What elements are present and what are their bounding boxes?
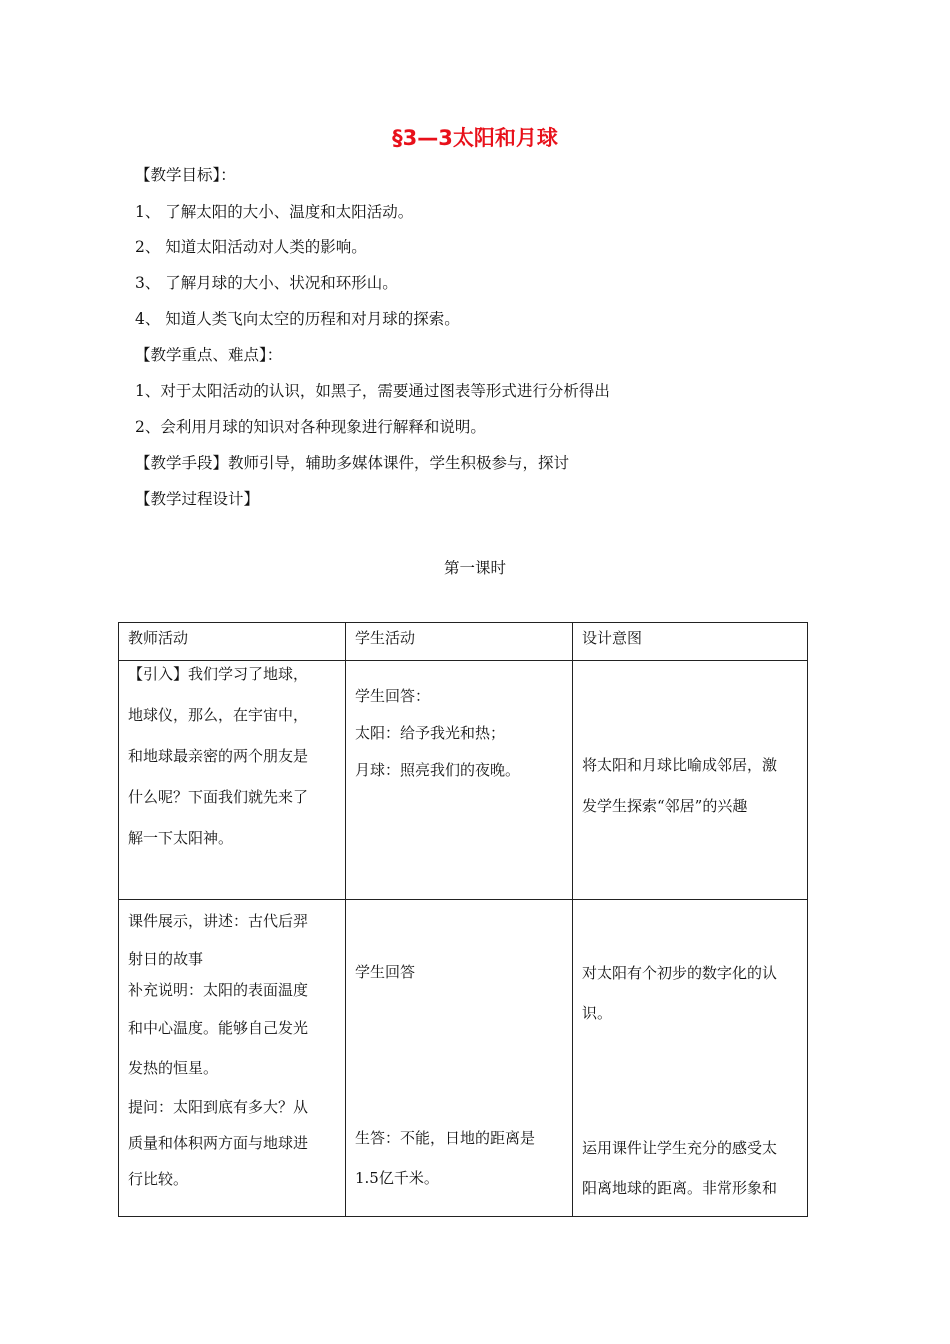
key-point-item: 1、对于太阳活动的认识，如黑子，需要通过图表等形式进行分析得出 xyxy=(135,382,610,400)
objective-item: 1、 了解太阳的大小、温度和太阳活动。 xyxy=(135,203,414,221)
key-point-item: 2、会利用月球的知识对各种现象进行解释和说明。 xyxy=(135,418,486,436)
row2-teacher-story xyxy=(128,903,308,979)
row2-student-answer: 学生回答 xyxy=(355,963,416,981)
header-intent: 设计意图 xyxy=(582,629,643,647)
objective-item: 4、 知道人类飞向太空的历程和对月球的探索。 xyxy=(135,310,460,328)
table-rule xyxy=(572,622,573,1217)
page-title: §3—3太阳和月球 xyxy=(392,126,558,150)
table-rule xyxy=(118,899,808,900)
text-line: 1.5亿千米。 xyxy=(355,1169,439,1187)
text-line: 和地球最亲密的两个朋友是 xyxy=(128,747,309,765)
text-line: 质量和体积两方面与地球进 xyxy=(128,1134,309,1152)
text-line: 课件展示，讲述：古代后羿 xyxy=(128,912,309,930)
text-line: 提问：太阳到底有多大？从 xyxy=(128,1098,309,1116)
text-line: 发学生探索“邻居”的兴趣 xyxy=(582,797,748,815)
text-line: 地球仪，那么，在宇宙中， xyxy=(128,706,309,724)
text-line: 运用课件让学生充分的感受太 xyxy=(582,1139,778,1157)
row1-teacher xyxy=(128,654,308,859)
table-rule xyxy=(118,622,119,1217)
text-line: 发热的恒星。 xyxy=(128,1059,219,1077)
text-line: 太阳：给予我光和热； xyxy=(355,724,506,742)
text-line: 行比较。 xyxy=(128,1170,189,1188)
text-line: 解一下太阳神。 xyxy=(128,829,234,847)
text-line: 识。 xyxy=(582,1004,613,1022)
text-line: 射日的故事 xyxy=(128,950,204,968)
table-rule xyxy=(118,1216,808,1217)
table-rule xyxy=(345,622,346,1217)
text-line: 什么呢？下面我们就先来了 xyxy=(128,788,309,806)
lesson-label: 第一课时 xyxy=(443,559,506,577)
row2-student-distance xyxy=(355,1118,535,1198)
text-line: 月球：照亮我们的夜晚。 xyxy=(355,761,521,779)
text-line: 对太阳有个初步的数字化的认 xyxy=(582,964,778,982)
key-points-heading: 【教学重点、难点】： xyxy=(135,346,283,364)
table-rule xyxy=(118,622,808,623)
objective-item: 2、 知道太阳活动对人类的影响。 xyxy=(135,238,367,256)
objective-item: 3、 了解月球的大小、状况和环形山。 xyxy=(135,274,398,292)
process-heading: 【教学过程设计】 xyxy=(135,490,260,508)
lesson-table xyxy=(118,622,808,1217)
text-line: 将太阳和月球比喻成邻居，激 xyxy=(582,756,778,774)
row1-student xyxy=(355,678,520,789)
text-line: 阳离地球的距离。非常形象和 xyxy=(582,1179,778,1197)
teaching-method: 【教学手段】教师引导，辅助多媒体课件，学生积极参与，探讨 xyxy=(135,454,570,472)
text-line: 生答：不能，日地的距离是 xyxy=(355,1129,536,1147)
text-line: 学生回答： xyxy=(355,687,431,705)
text-line: 补充说明：太阳的表面温度 xyxy=(128,981,309,999)
row2-teacher-note xyxy=(128,972,308,1088)
row2-teacher-question xyxy=(128,1089,308,1197)
row2-intent-distance xyxy=(582,1128,777,1208)
table-rule xyxy=(807,622,808,1217)
text-line: 【引入】我们学习了地球， xyxy=(128,665,309,683)
objectives-heading: 【教学目标】： xyxy=(135,166,236,184)
text-line: 和中心温度。能够自己发光 xyxy=(128,1019,309,1037)
row1-intent xyxy=(582,745,777,827)
row2-intent-numeric xyxy=(582,953,777,1033)
header-student: 学生活动 xyxy=(355,629,416,647)
header-teacher: 教师活动 xyxy=(128,629,189,647)
